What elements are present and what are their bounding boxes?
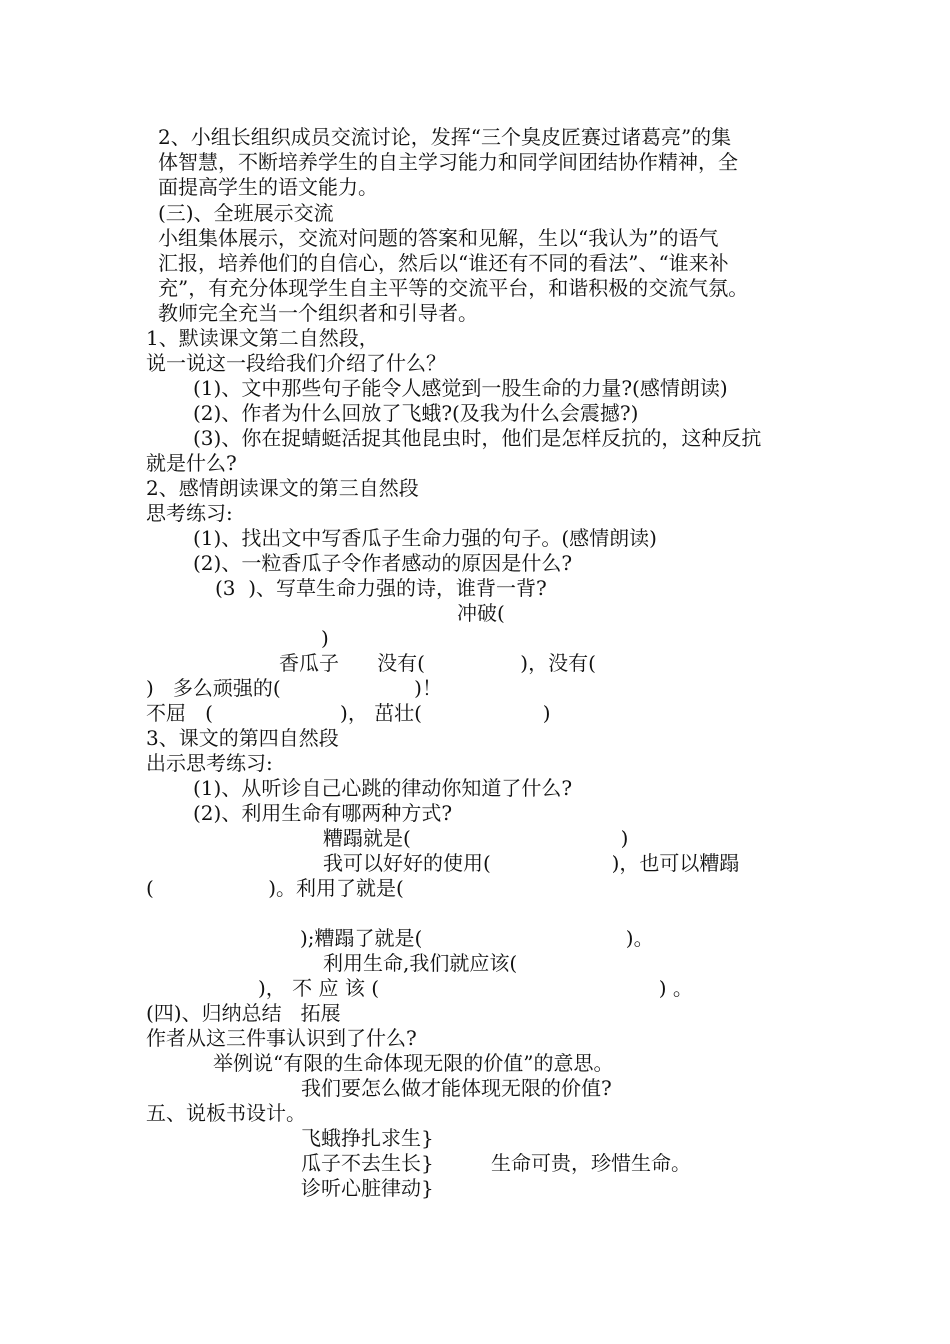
question-item: (1)、文中那些句子能令人感觉到一股生命的力量?(感情朗读) <box>193 376 728 400</box>
fill-blank: 我可以好好的使用( )，也可以糟蹋 <box>323 851 740 875</box>
question-item: (2)、一粒香瓜子令作者感动的原因是什么? <box>193 551 573 575</box>
text-line: 出示思考练习: <box>146 751 273 775</box>
fill-blank: ) <box>321 626 329 650</box>
board-design-item: 瓜子不去生长} <box>301 1151 434 1175</box>
board-design-conclusion: 生命可贵，珍惜生命。 <box>491 1151 691 1175</box>
text-line: 思考练习: <box>146 501 233 525</box>
question-item: (1)、找出文中写香瓜子生命力强的句子。(感情朗读) <box>193 526 657 550</box>
question-item: (2)、利用生命有哪两种方式? <box>193 801 453 825</box>
text-line: 1、默读课文第二自然段， <box>146 326 379 350</box>
fill-blank: )， 不 应 该 ( ) 。 <box>258 976 693 1000</box>
question-item: (3 )、写草生命力强的诗，谁背一背? <box>215 576 547 600</box>
fill-blank: ) 多么顽强的( )！ <box>146 676 442 700</box>
text-line: 教师完全充当一个组织者和引导者。 <box>158 301 478 325</box>
fill-blank: 利用生命,我们就应该( <box>323 951 518 975</box>
fill-blank: 香瓜子 没有( )，没有( <box>279 651 596 675</box>
fill-blank: 不屈 ( )， 茁壮( ) <box>146 701 551 725</box>
section-heading: 五、说板书设计。 <box>146 1101 306 1125</box>
fill-blank: 糟蹋就是( ) <box>323 826 629 850</box>
fill-blank: 冲破( <box>457 601 505 625</box>
board-design-item: 飞蛾挣扎求生} <box>301 1126 434 1150</box>
text-line: 充”，有充分体现学生自主平等的交流平台，和谐积极的交流气氛。 <box>158 276 749 300</box>
text-line: 说一说这一段给我们介绍了什么？ <box>146 351 446 375</box>
question-item: (2)、作者为什么回放了飞蛾?(及我为什么会震撼?) <box>193 401 639 425</box>
board-design-item: 诊听心脏律动} <box>301 1176 434 1200</box>
text-line: 作者从这三件事认识到了什么? <box>146 1026 417 1050</box>
text-line: 小组集体展示，交流对问题的答案和见解，生以“我认为”的语气 <box>158 226 719 250</box>
question-item: (3)、你在捉蜻蜓活捉其他昆虫时，他们是怎样反抗的，这种反抗 <box>193 426 762 450</box>
fill-blank: ( )。利用了就是( <box>146 876 404 900</box>
text-line: 2、感情朗读课文的第三自然段 <box>146 476 419 500</box>
text-line: 体智慧，不断培养学生的自主学习能力和同学间团结协作精神，全 <box>158 150 738 174</box>
text-line: 面提高学生的语文能力。 <box>158 175 378 199</box>
fill-blank: );糟蹋了就是( )。 <box>300 926 654 950</box>
section-heading: (三)、全班展示交流 <box>158 201 334 225</box>
text-line: 就是什么? <box>146 451 237 475</box>
text-line: 2、小组长组织成员交流讨论，发挥“三个臭皮匠赛过诸葛亮”的集 <box>158 125 732 149</box>
section-heading: (四)、归纳总结 拓展 <box>146 1001 341 1025</box>
question-item: (1)、从听诊自己心跳的律动你知道了什么? <box>193 776 573 800</box>
text-line: 3、课文的第四自然段 <box>146 726 339 750</box>
text-line: 举例说“有限的生命体现无限的价值”的意思。 <box>213 1051 614 1075</box>
text-line: 我们要怎么做才能体现无限的价值? <box>301 1076 612 1100</box>
text-line: 汇报，培养他们的自信心，然后以“谁还有不同的看法”、“谁来补 <box>158 251 729 275</box>
